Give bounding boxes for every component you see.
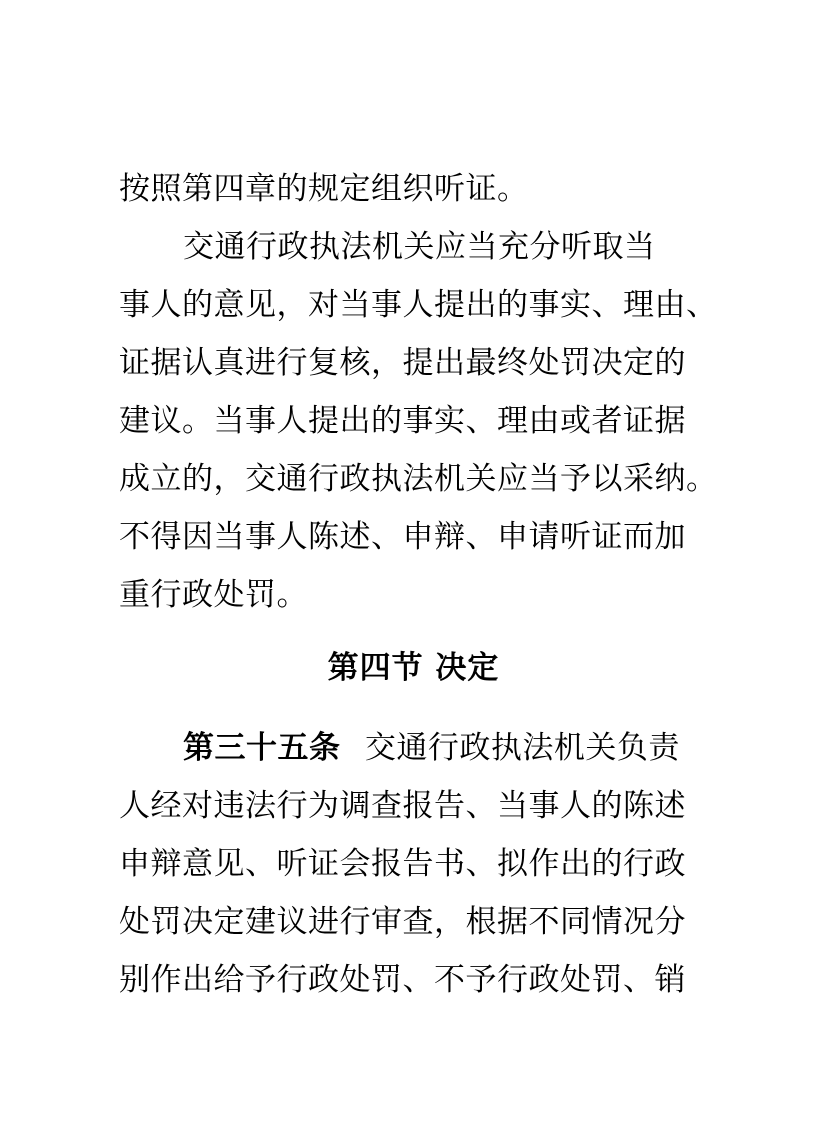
- paragraph-2-line-6: 不得因当事人陈述、申辩、申请听证而加: [119, 519, 686, 555]
- article-number: 第三十五条: [183, 730, 341, 766]
- section-heading: 第四节 决定: [327, 650, 500, 686]
- paragraph-2-line-1: 交通行政执法机关应当充分听取当: [183, 229, 656, 265]
- paragraph-2-line-4: 建议。当事人提出的事实、理由或者证据: [119, 403, 686, 439]
- paragraph-2-line-5: 成立的，交通行政执法机关应当予以采纳。: [119, 461, 718, 497]
- paragraph-2-line-3: 证据认真进行复核，提出最终处罚决定的: [119, 345, 686, 381]
- paragraph-2-line-7: 重行政处罚。: [119, 577, 308, 613]
- article-35-line-3: 申辩意见、听证会报告书、拟作出的行政: [119, 846, 686, 882]
- article-35-first-line-text: 交通行政执法机关负责: [364, 730, 680, 766]
- article-35-line-1: [183, 728, 723, 768]
- article-35-line-5: 别作出给予行政处罚、不予行政处罚、销: [119, 962, 686, 998]
- article-35-line-2: 人经对违法行为调查报告、当事人的陈述: [119, 788, 686, 824]
- paragraph-2-line-2: 事人的意见，对当事人提出的事实、理由、: [119, 287, 718, 323]
- paragraph-1-line-1: 按照第四章的规定组织听证。: [119, 171, 529, 207]
- article-35-line-4: 处罚决定建议进行审查，根据不同情况分: [119, 904, 686, 940]
